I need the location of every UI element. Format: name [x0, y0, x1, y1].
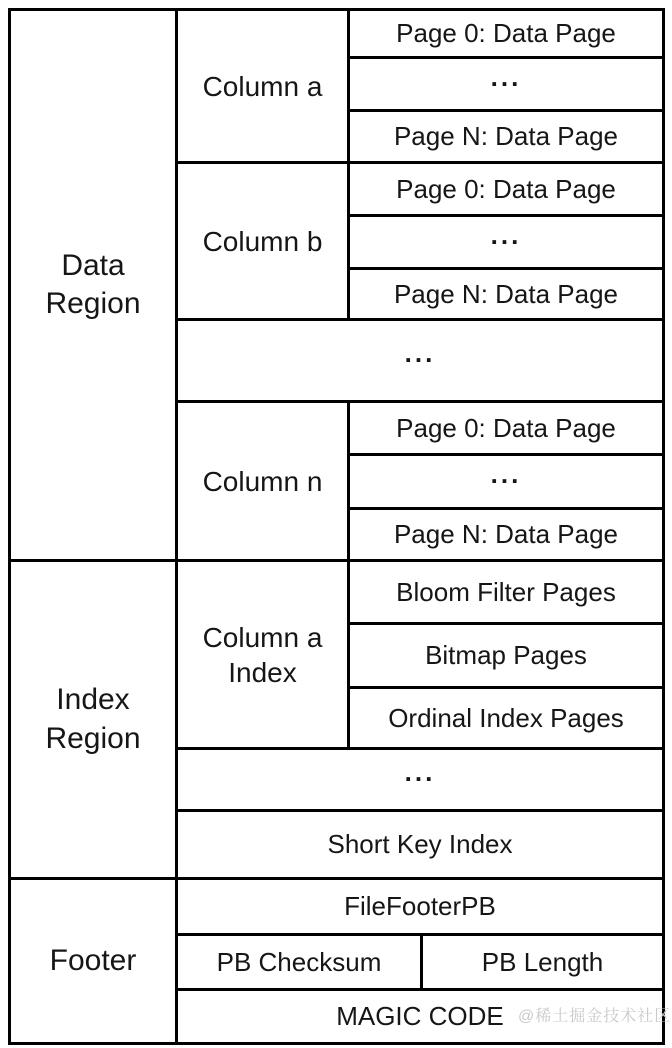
table-row	[10, 879, 664, 935]
column-a-page0-cell: Page 0: Data Page	[349, 10, 664, 58]
short-key-index-cell: Short Key Index	[177, 811, 664, 879]
ordinal-index-pages-cell: Ordinal Index Pages	[349, 688, 664, 749]
ellipsis-text: ...	[490, 219, 522, 250]
column-b-ellipsis-cell	[349, 216, 664, 269]
column-a-index-cell: Column a Index	[177, 561, 349, 749]
column-n-ellipsis-cell	[349, 455, 664, 509]
index-region-label: Index Region	[10, 561, 177, 879]
column-n-pageN-cell: Page N: Data Page	[349, 509, 664, 561]
data-region-label: Data Region	[10, 10, 177, 561]
magic-code-cell: MAGIC CODE	[177, 990, 664, 1044]
pb-checksum-cell: PB Checksum	[177, 935, 422, 990]
column-a-pageN-cell: Page N: Data Page	[349, 111, 664, 163]
column-a-ellipsis-cell	[349, 58, 664, 111]
column-b-page0-cell: Page 0: Data Page	[349, 163, 664, 216]
footer-region-label: Footer	[10, 879, 177, 1044]
ellipsis-text: ...	[404, 757, 436, 788]
bitmap-pages-cell: Bitmap Pages	[349, 624, 664, 688]
column-n-cell: Column n	[177, 402, 349, 561]
table-row	[10, 10, 664, 58]
column-b-pageN-cell: Page N: Data Page	[349, 269, 664, 320]
bloom-filter-pages-cell: Bloom Filter Pages	[349, 561, 664, 624]
column-a-cell: Column a	[177, 10, 349, 163]
juejin-watermark: @稀土掘金技术社区	[518, 1008, 672, 1025]
table-row	[10, 561, 664, 624]
segment-file-layout-diagram	[8, 8, 665, 1045]
column-b-cell: Column b	[177, 163, 349, 320]
more-columns-ellipsis-cell	[177, 320, 664, 402]
ellipsis-text: ...	[490, 459, 522, 490]
ellipsis-text: ...	[404, 338, 436, 369]
ellipsis-text: ...	[490, 61, 522, 92]
file-footer-pb-cell: FileFooterPB	[177, 879, 664, 935]
more-indexes-ellipsis-cell	[177, 749, 664, 811]
column-n-page0-cell: Page 0: Data Page	[349, 402, 664, 455]
pb-length-cell: PB Length	[422, 935, 664, 990]
